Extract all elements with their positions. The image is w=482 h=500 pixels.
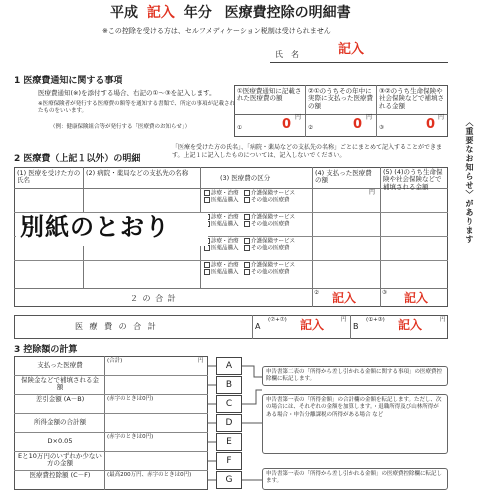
notice-col-3-mark: ③ xyxy=(379,125,384,131)
notice-col-2-header: ②①のうちその年中に実際に支払った医療費の額 xyxy=(308,87,373,110)
subtotal-col-5[interactable]: 記入 xyxy=(404,291,429,305)
details-col-2-header: (2) 病院・薬局などの支払先の名称 xyxy=(86,169,189,177)
details-col-1-header: (1) 医療を受けた方の氏名 xyxy=(17,169,81,185)
category-options-row-1[interactable]: 診療・治療 介護保険サービス 医薬品購入 その他の医療費 xyxy=(204,190,310,205)
calc-row-g-label: 医療費控除額 (C－F) xyxy=(29,471,91,479)
subtotal-col-4[interactable]: 記入 xyxy=(332,291,357,305)
details-col-4-header: (4) 支払った医療費の額 xyxy=(315,169,372,185)
section1-example: （例：健康保険組合等が発行する「医療費のお知らせ」） xyxy=(50,124,191,130)
subtotal-5-mark: ③ xyxy=(382,290,387,296)
calc-letter-b: B xyxy=(216,376,242,394)
total-a-value[interactable]: 記入 xyxy=(300,318,325,332)
notice-col-1-header: ①医療費通知に記載された医療費の額 xyxy=(237,87,302,103)
calc-row-c-hint: (赤字のときは0円) xyxy=(107,396,154,402)
name-label: 氏 名 xyxy=(275,50,299,59)
calc-row-d-label: 所得金額の合計額 xyxy=(34,418,86,426)
note-first-table: 申告書第一表の「所得から差し引かれる金額」の医療費控除欄に転記します。 xyxy=(262,468,448,490)
notice-col-1-mark: ① xyxy=(237,125,242,131)
section3-heading: 3 控除額の計算 xyxy=(14,345,78,355)
notice-col-3-header: ③②のうち生命保険や社会保険などで補填される金額 xyxy=(379,87,444,110)
details-col-4-unit: 円 xyxy=(369,189,376,196)
year-entry[interactable]: 記入 xyxy=(146,5,175,21)
details-col-5-header: (5) (4)のうち生命保険や社会保険などで補填される金額 xyxy=(383,168,443,191)
total-a-formula: (⑦+⑦) xyxy=(268,317,287,323)
calc-row-e-hint: (赤字のときは0円) xyxy=(107,434,154,440)
calc-row-a-unit: 円 xyxy=(198,358,204,364)
important-notice-side-text: 〈重要なお知らせ〉があります xyxy=(465,118,474,244)
notice-col-2-unit: 円 xyxy=(366,114,373,121)
year-suffix: 年分 xyxy=(183,5,212,21)
total-a-unit: 円 xyxy=(341,317,347,323)
section2-heading: 2 医療費（上記１以外）の明細 xyxy=(14,154,141,164)
page-title: 医療費控除の明細書 xyxy=(224,5,351,21)
category-options-row-2[interactable]: 診療・治療 介護保険サービス 医薬品購入 その他の医療費 xyxy=(204,214,310,229)
era-label: 平成 xyxy=(110,5,138,21)
notice-col-2-mark: ② xyxy=(308,125,313,131)
total-a-letter: A xyxy=(255,322,261,331)
name-entry[interactable]: 記入 xyxy=(338,42,365,57)
calc-letter-g: G xyxy=(216,471,242,489)
subtotal-label: ２ の 合 計 xyxy=(130,294,177,303)
note-second-table: 申告書第二表の「所得から差し引かれる金額に関する事項」の医療費控除欄に転記します。 xyxy=(262,366,448,386)
notice-col-3-value[interactable]: 0 xyxy=(426,117,436,132)
calc-letter-c: C xyxy=(216,395,242,413)
notice-col-2-value[interactable]: 0 xyxy=(353,117,363,132)
calc-row-e-label: D×0.05 xyxy=(47,437,73,445)
form-subtitle: ※この控除を受ける方は、セルフメディケーション税制は受けられません xyxy=(102,27,331,35)
calc-row-g-hint: (最高200万円、赤字のときは0円) xyxy=(107,472,192,478)
note-income-total: 申告書第一表の「所得金額」の合計欄の金額を転記します。ただし、次の場合には、それぞれの金額を加算します。・退職所得及び山林所得がある場合・申告分離課税の所得がある場合 など xyxy=(262,394,448,454)
total-b-letter: B xyxy=(353,322,359,331)
calc-letter-a: A xyxy=(216,357,242,375)
handwritten-note[interactable]: 別紙のとおり xyxy=(20,213,170,241)
details-col-3-header: (3) 医療費の区分 xyxy=(220,174,271,182)
section1-instruction: 医療費通知(※)を添付する場合、右記の①～③を記入します。 xyxy=(38,89,216,97)
total-b-unit: 円 xyxy=(440,317,446,323)
calc-letter-d: D xyxy=(216,414,242,432)
notice-col-3-unit: 円 xyxy=(438,114,445,121)
notice-col-1-value[interactable]: 0 xyxy=(282,117,292,132)
category-options-row-3[interactable]: 診療・治療 介護保険サービス 医薬品購入 その他の医療費 xyxy=(204,238,310,253)
calc-row-a-hint: (合計) xyxy=(107,358,123,364)
section1-heading: 1 医療費通知に関する事項 xyxy=(14,76,123,86)
calc-letter-f: F xyxy=(216,452,242,470)
section1-note: ※医療保険者が発行する医療費の額等を通知する書類で、所定の事項が記載されたものをいいます。 xyxy=(38,101,236,114)
calc-row-f-label: Eと10万円のいずれか少ない方の金額 xyxy=(18,452,102,468)
subtotal-4-mark: ② xyxy=(314,290,319,296)
calc-row-b-label: 保険金などで補填される金額 xyxy=(21,376,99,392)
category-options-row-4[interactable]: 診療・治療 介護保険サービス 医薬品購入 その他の医療費 xyxy=(204,262,310,277)
calc-row-c-label: 差引金額 (A－B) xyxy=(35,395,85,403)
total-b-value[interactable]: 記入 xyxy=(398,318,423,332)
calc-letter-e: E xyxy=(216,433,242,451)
total-b-formula: (①+③) xyxy=(366,317,385,323)
calc-row-a-label: 支払った医療費 xyxy=(37,361,83,369)
notice-col-1-unit: 円 xyxy=(295,114,302,121)
totals-label: 医 療 費 の 合 計 xyxy=(75,322,158,331)
section2-instruction: 「医療を受けた方の氏名」、「病院・薬局などの支払先の名称」ごとにまとめて記入することができます。上記１に記入したものについては、記入しないでください。 xyxy=(172,144,443,159)
